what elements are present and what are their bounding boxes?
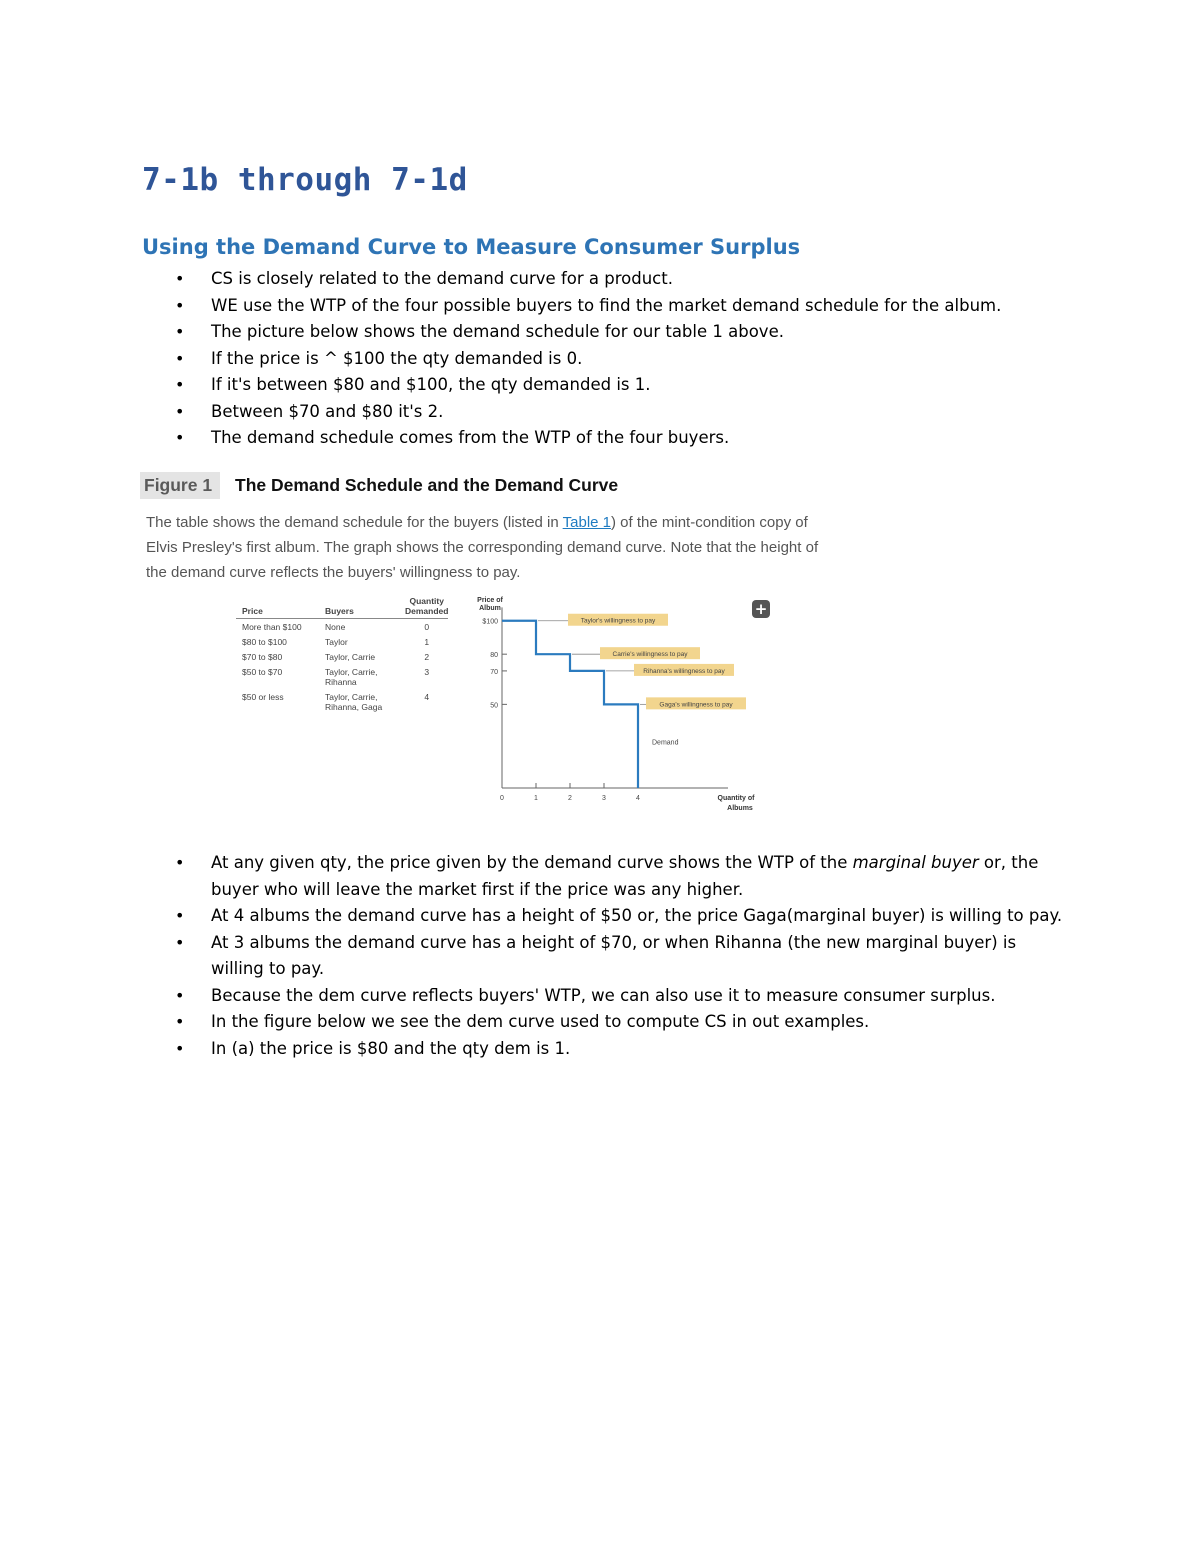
annotation-label: Rihanna's willingness to pay [643,667,725,675]
list-item: • In the figure below we see the dem curve used to compute CS in out examples. [0,1009,1071,1036]
bullet-icon: • [175,932,185,952]
figure-tag: Figure 1 [140,472,220,499]
bullet-icon: • [175,1012,185,1031]
cell-qty: 1 [424,637,430,647]
column-header-quantity: Quantity Demanded [405,596,448,619]
page-heading: 7-1b through 7-1d [142,162,468,198]
annotation-label: Carrie's willingness to pay [612,651,688,659]
demand-curve-label: Demand [652,739,679,747]
bullet-list-top [0,266,1071,452]
y-tick-label: 80 [490,652,498,660]
x-axis-label: Albums [727,805,753,812]
table-1-link[interactable]: Table 1 [562,514,612,531]
list-item: • At 3 albums the demand curve has a height of $70, or when Rihanna (the new marginal buyer) is willing to pay. [0,930,1071,983]
cell-buyers: Taylor, Carrie, Rihanna, Gaga [325,692,383,712]
list-item: • At 4 albums the demand curve has a height of $50 or, the price Gaga(marginal buyer) is willing to pay. [0,903,1071,930]
bullet-icon: • [175,906,185,925]
table-row [236,619,448,635]
cell-price: $80 to $100 [242,637,287,647]
x-tick-label: 2 [568,795,572,802]
section-heading: Using the Demand Curve to Measure Consumer Surplus [142,235,801,259]
list-item: • If the price is ^ $100 the qty demanded is 0. [0,346,1071,373]
y-tick-label: 70 [490,668,498,676]
x-tick-label: 3 [602,795,606,802]
bullet-icon: • [175,295,185,315]
demand-curve-chart [470,592,760,817]
table-row [236,664,448,689]
bullet-icon: • [175,853,185,872]
demand-schedule-table [236,596,448,714]
cell-buyers: Taylor, Carrie [325,652,376,662]
column-header-buyers: Buyers [325,596,405,619]
cell-price: $70 to $80 [242,652,283,662]
bullet-icon: • [175,375,185,394]
y-axis-label: Price of [477,597,503,604]
bullet-icon: • [175,348,185,368]
table-row [236,689,448,714]
list-item: • If it's between $80 and $100, the qty demanded is 1. [0,372,1071,399]
list-item: • CS is closely related to the demand curve for a product. [0,266,1071,293]
bullet-icon: • [175,1038,185,1058]
cell-price: $50 to $70 [242,667,283,677]
cell-price: More than $100 [242,622,302,632]
list-item: • The picture below shows the demand schedule for our table 1 above. [0,319,1071,346]
annotation-label: Gaga's willingness to pay [659,701,733,709]
figure-title: The Demand Schedule and the Demand Curve [235,475,619,495]
bullet-icon: • [175,269,185,288]
bullet-icon: • [175,428,185,447]
list-item: • The demand schedule comes from the WTP of the four buyers. [0,425,1071,452]
column-header-price: Price [236,596,325,619]
emphasis-text: marginal buyer [852,853,979,872]
cell-qty: 0 [424,622,430,632]
cell-qty: 2 [424,652,430,662]
cell-buyers: Taylor [325,637,348,647]
x-axis-label: Quantity of [717,795,755,802]
figure-1 [140,472,840,822]
bullet-icon: • [175,985,185,1005]
bullet-icon: • [175,322,185,341]
cell-qty: 4 [424,692,430,702]
x-tick-label: 4 [636,795,640,802]
list-item: • Between $70 and $80 it's 2. [0,399,1071,426]
y-axis-label: Album [479,605,501,612]
list-item: • WE use the WTP of the four possible buyers to find the market demand schedule for the album. [0,293,1071,320]
y-tick-label: 50 [490,702,498,710]
list-item: • In (a) the price is $80 and the qty dem is 1. [0,1036,1071,1063]
cell-qty: 3 [424,667,430,677]
bullet-icon: • [175,401,185,421]
table-row [236,649,448,664]
list-item: • At any given qty, the price given by the demand curve shows the WTP of the marginal buyer or, the buyer who will leave the market first if the price was any higher. [0,850,1071,903]
list-item: • Because the dem curve reflects buyers' WTP, we can also use it to measure consumer surplus. [0,983,1071,1010]
cell-price: $50 or less [242,692,284,702]
x-tick-label: 1 [534,795,538,802]
annotation-label: Taylor's willingness to pay [580,617,656,625]
expand-plus-icon[interactable]: + [752,600,770,618]
table-row [236,634,448,649]
cell-buyers: None [325,622,346,632]
y-tick-label: $100 [482,618,498,626]
demand-curve-line [502,621,638,788]
bullet-list-bottom [0,850,1071,1062]
cell-buyers: Taylor, Carrie, Rihanna [325,667,378,687]
x-tick-label: 0 [500,795,504,802]
figure-caption: The table shows the demand schedule for the buyers (listed in Table 1) of the mint-condition copy of Elvis Presley's first album. The graph shows the corresponding demand curve. Note that the height of the demand curve reflects the buyers' willingness to pay. [146,514,819,581]
